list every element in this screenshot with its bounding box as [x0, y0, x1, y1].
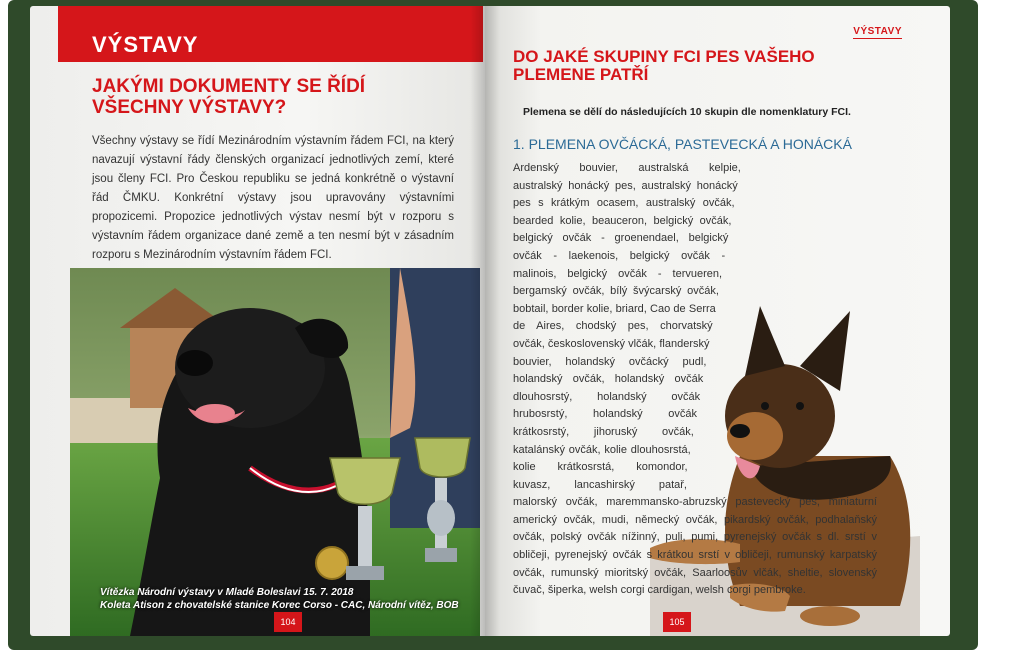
dog-trophy-illustration: [70, 268, 480, 636]
photo-caption: [100, 586, 480, 612]
book-gutter: [470, 6, 500, 636]
caption-line-2: Koleta Atison z chovatelské stanice Korec Corso - CAC, Národní vítěz, BOB: [100, 600, 459, 611]
page-heading-right: DO JAKÉ SKUPINY FCI PES VAŠEHO PLEMENE PATŘÍ: [513, 47, 815, 84]
group-subheading: 1. PLEMENA OVČÁCKÁ, PASTEVECKÁ A HONÁCKÁ: [513, 136, 852, 152]
text-wrap-spacer: [687, 310, 877, 480]
right-page: [485, 6, 950, 636]
page-heading: JAKÝMI DOKUMENTY SE ŘÍDÍ VŠECHNY VÝSTAVY?: [92, 76, 366, 118]
breed-list: [513, 160, 877, 600]
dog-trophy-photo: [70, 268, 480, 636]
caption-line-1: Vítězka Národní výstavy v Mladé Boleslavi 15. 7. 2018: [100, 587, 354, 598]
intro-text: Plemena se dělí do následujících 10 skupin dle nomenklatury FCI.: [523, 106, 851, 118]
open-book: [30, 6, 950, 640]
section-title: VÝSTAVY: [92, 32, 199, 57]
page-number-right: 105: [663, 612, 691, 632]
left-page: [30, 6, 485, 636]
breed-list-text: Ardenský bouvier, australská kelpie, australský honácký pes, australský honácký pes s krátkým ocasem, australský ovčák, bearded kolie, beauceron, belgický ovčák, belgický ovčák - groenendael, belgický ovčák - laekenois, belgický ovčák - malinois, belgický ovčák - tervueren, bergamský ovčák, bílý švýcarský ovčák, bobtail, border kolie, briard, Cao de Serra de Aires, chodský pes, chorvatský ovčák, československý vlčák, flanderský bouvier, holandský ovčácký pudl, holandský ovčák, holandský ovčák dlouhosrstý, holandský ovčák hrubosrstý, holandský ovčák krátkosrstý, jihoruský ovčák, katalánský ovčák, kolie dlouhosrstá, kolie krátkosrstá, komondor, kuvasz, lancashirský patař, malorský ovčák, maremmansko-abruzský pastevecký pes, miniaturní americký ovčák, mudi, německý ovčák, pikardský ovčák, podhalaňský ovčák, polský ovčák nížinný, puli, pumi, pyrenejský ovčák s dl. srstí v obličeji, pyrenejský ovčák s krátkou srstí v obličeji, rumunský karpatský ovčák, rumunský mioritský ovčák, Saarloosův vlčák, sheltie, slovenský čuvač, šiperka, welsh corgi cardigan, welsh corgi pembroke.: [513, 162, 877, 597]
page-number-left: 104: [274, 612, 302, 632]
body-text: Všechny výstavy se řídí Mezinárodním výstavním řádem FCI, na který navazují výstavní řády členských organizací jednotlivých zemí, které jsou členy FCI. Pro Českou republiku se jedná konkrétně o výstavní řád ČMKU. Konkrétní výstavy jsou upravovány výstavními propozicemi. Propozice jednotlivých výstav nesmí být v rozporu s výstavním řádem organizace dané země a ten nesmí být v zásadním rozporu s Mezinárodním výstavním řádem FCI.: [92, 135, 454, 261]
running-header: VÝSTAVY: [853, 26, 902, 37]
